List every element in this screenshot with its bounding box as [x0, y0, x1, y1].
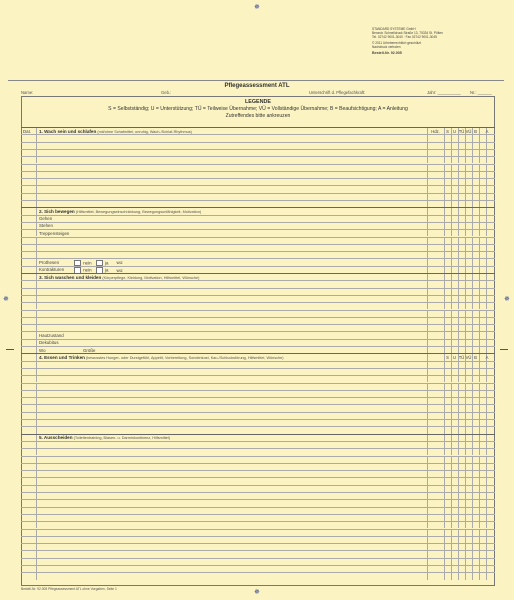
name-field-label[interactable]: Name:: [21, 90, 34, 95]
no-label: nein: [83, 267, 92, 273]
table-row[interactable]: [21, 441, 495, 448]
registration-mark-left: ✵: [3, 296, 9, 303]
column-header-mark: TÜ: [458, 354, 465, 360]
column-divider: [458, 573, 459, 579]
column-header-date: Dat.: [23, 128, 32, 134]
section-subtitle: (Toilettentraining, Blasen- u. Darminkontinenz, Hilfsmittel): [72, 436, 171, 441]
table-row[interactable]: [21, 310, 495, 317]
column-header-mark: A: [485, 128, 489, 134]
year-field-label[interactable]: Jahr: __________: [427, 90, 461, 95]
table-row[interactable]: [21, 485, 495, 492]
column-header-mark: U: [452, 128, 457, 134]
wo-label: Wo: [39, 347, 46, 353]
registration-mark-right: ✵: [504, 296, 510, 303]
column-divider: [479, 573, 480, 579]
table-row[interactable]: [21, 507, 495, 514]
table-row[interactable]: [21, 543, 495, 550]
column-divider: [427, 573, 428, 579]
table-row[interactable]: [21, 470, 495, 477]
table-row[interactable]: [21, 521, 495, 528]
table-row[interactable]: [21, 258, 495, 265]
footer-note: Bestell-Nr. 92.005 Pflegeassessment ATL ohne Vorgaben, Seite 1: [21, 587, 117, 591]
table-row[interactable]: [21, 463, 495, 470]
table-row[interactable]: [21, 200, 495, 207]
column-header-mark: VÜ: [465, 354, 472, 360]
table-row[interactable]: [21, 237, 495, 244]
publisher-line: Benzstr. Schnelldruck Straße 13, 75334 St. Pölten: [372, 31, 443, 35]
kontrakturen-label: Kontrakturen: [39, 267, 65, 273]
section-row-3: [21, 273, 495, 280]
table-row[interactable]: [21, 412, 495, 419]
column-header-mark: VÜ: [465, 128, 472, 134]
no-label: nein: [83, 260, 92, 266]
column-header-mark: B: [474, 128, 477, 134]
table-row[interactable]: [21, 142, 495, 149]
section-heading: [39, 209, 201, 214]
section-title: 5. Ausscheiden: [39, 435, 73, 441]
section-heading: [39, 355, 284, 360]
table-row[interactable]: [21, 397, 495, 404]
publisher-line: STANDARD SYSTEME GmbH: [372, 27, 416, 31]
section-row-1: [21, 127, 495, 134]
column-divider: [444, 573, 445, 579]
table-row[interactable]: [21, 331, 495, 338]
fold-mark-right: [500, 349, 508, 350]
size-label: Größe: [83, 347, 96, 353]
section-heading: [39, 129, 192, 134]
table-row[interactable]: [21, 288, 495, 295]
fold-mark-left: [6, 349, 14, 350]
where-label: wo:: [116, 267, 124, 273]
column-divider: [465, 573, 466, 579]
section-title: 2. Sich bewegen: [39, 208, 75, 214]
table-row[interactable]: [21, 390, 495, 397]
column-header-mark: U: [452, 354, 457, 360]
registration-mark-top: ✵: [254, 4, 260, 11]
table-row[interactable]: [21, 514, 495, 521]
table-row[interactable]: [21, 361, 495, 368]
order-number: Bestell-Nr. 92.005: [372, 51, 402, 55]
publisher-line: Nachdruck verboten: [372, 45, 401, 49]
where-label: wo:: [116, 260, 124, 266]
publisher-block: [372, 27, 502, 55]
table-row[interactable]: [21, 477, 495, 484]
column-header-mark: S: [446, 354, 449, 360]
table-row[interactable]: [21, 375, 495, 382]
table-row[interactable]: [21, 324, 495, 331]
table-row[interactable]: [21, 317, 495, 324]
table-row[interactable]: [21, 171, 495, 178]
section-row-4: [21, 353, 495, 360]
table-row[interactable]: [21, 302, 495, 309]
table-row[interactable]: [21, 164, 495, 171]
publisher-line: © 2011 Urheberrechtlich geschützt: [372, 41, 421, 45]
section-subtitle: (Körperpflege, Kleidung, Motivation, Hilfsmittel, Wünsche): [101, 275, 200, 280]
table-row[interactable]: [21, 280, 495, 287]
form-title: Pflegeassessment ATL: [224, 83, 290, 89]
table-row[interactable]: [21, 149, 495, 156]
legend-line-1: S = Selbstständig; U = Unterstützung; TÜ = Teilweise Übernahme; VÜ = Vollständige Übernahme; B = Beaufsichtigung; A = Anleitung: [108, 106, 408, 113]
legend-title: LEGENDE: [244, 99, 272, 105]
table-row[interactable]: [21, 368, 495, 375]
table-row[interactable]: [21, 558, 495, 565]
section-subtitle: (mit/ohne Schafmittel, unruhig, Wach-/Schlaf-Rhythmus): [96, 129, 192, 134]
section-title: 1. Wach sein und schlafen: [39, 128, 97, 134]
table-row[interactable]: [21, 456, 495, 463]
column-divider: [486, 573, 487, 579]
yes-label: ja: [105, 260, 109, 266]
item-label: Hautzustand: [39, 332, 64, 338]
table-row[interactable]: [21, 156, 495, 163]
table-row[interactable]: [21, 572, 495, 579]
table-row[interactable]: [21, 222, 495, 229]
item-label: Dekubitus: [39, 340, 59, 346]
table-row[interactable]: [21, 215, 495, 222]
signature-field-label[interactable]: Unterschrift d. Pflegefachkraft:: [309, 90, 366, 95]
column-divider: [472, 573, 473, 579]
legend-box: [21, 99, 495, 121]
table-row[interactable]: [21, 529, 495, 536]
table-row[interactable]: [21, 565, 495, 572]
table-row[interactable]: [21, 492, 495, 499]
table-row[interactable]: [21, 383, 495, 390]
column-header-mark: S: [446, 128, 449, 134]
table-row[interactable]: [21, 536, 495, 543]
table-row[interactable]: [21, 419, 495, 426]
section-row-2: [21, 207, 495, 214]
table-row[interactable]: [21, 404, 495, 411]
section-title: 4. Essen und Trinken: [39, 354, 85, 360]
top-rule: [8, 80, 504, 81]
table-row[interactable]: [21, 193, 495, 200]
table-row[interactable]: [21, 346, 495, 353]
yes-label: ja: [105, 267, 109, 273]
table-row[interactable]: [21, 251, 495, 258]
prothesen-label: Prothesen: [39, 259, 60, 265]
publisher-line: Tel. 02742 9001-3040 · Fax 02742 9001-3045: [372, 35, 437, 39]
section-subtitle: (bewusstes Hunger- oder Durstgefühl, Appetit, Vorbereitung, Sondenkost, Kau-/Schluckstörung, Hilfsmittel, Wünsche): [84, 355, 284, 360]
table-row[interactable]: [21, 178, 495, 185]
section-title: 3. Sich waschen und kleiden: [39, 274, 102, 280]
section-row-5: [21, 434, 495, 441]
table-row[interactable]: [21, 295, 495, 302]
table-row[interactable]: [21, 244, 495, 251]
column-divider: [36, 573, 37, 579]
column-header-mark: A: [485, 354, 489, 360]
item-label: Gehen: [39, 216, 53, 222]
table-row[interactable]: [21, 266, 495, 273]
table-row[interactable]: [21, 448, 495, 455]
section-heading: [39, 275, 199, 280]
column-header-hdz: Hdz.: [431, 128, 440, 134]
section-subtitle: (Hilfsmittel, Bewegungseinschränkung, Bewegungsunfähigkeit, Motivation): [74, 209, 202, 214]
table-row[interactable]: [21, 550, 495, 557]
item-label: Stehen: [39, 223, 53, 229]
table-row[interactable]: [21, 499, 495, 506]
table-row[interactable]: [21, 134, 495, 141]
column-divider: [451, 573, 452, 579]
table-row[interactable]: [21, 426, 495, 433]
column-header-mark: B: [474, 354, 477, 360]
birthdate-field-label[interactable]: Geb.:: [161, 90, 172, 95]
registration-mark-bottom: ✵: [254, 589, 260, 596]
legend-line-2: Zutreffendes bitte ankreuzen: [225, 113, 291, 120]
section-heading: [39, 435, 170, 440]
table-row[interactable]: [21, 229, 495, 236]
number-field-label[interactable]: Nr.: ______: [470, 90, 492, 95]
table-row[interactable]: [21, 185, 495, 192]
column-header-mark: TÜ: [458, 128, 465, 134]
item-label: Treppensteigen: [39, 230, 70, 236]
table-row[interactable]: [21, 339, 495, 346]
